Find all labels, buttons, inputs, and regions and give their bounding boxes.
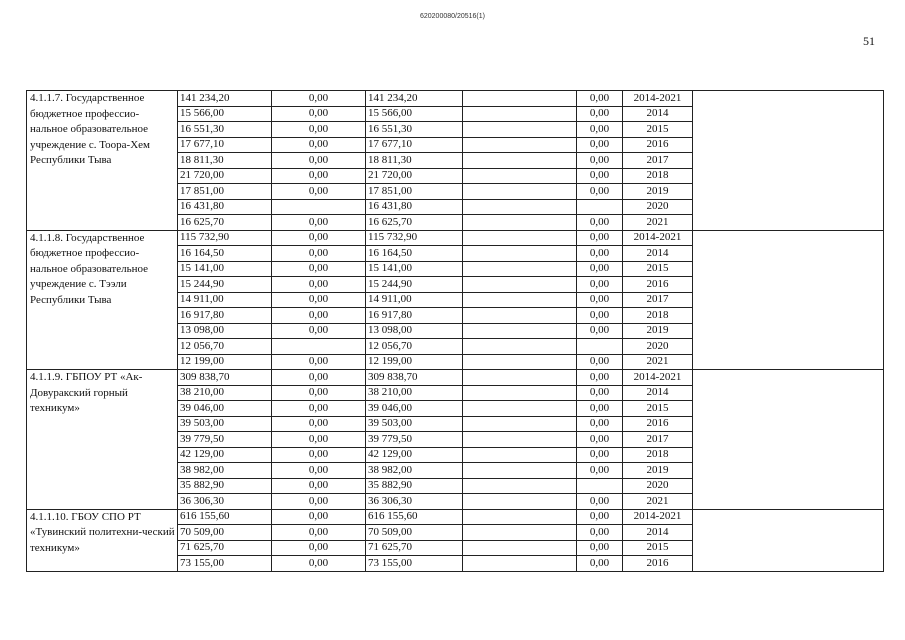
extra-budget-cell: 0,00 [577, 122, 623, 138]
total-cell: 16 431,80 [178, 199, 272, 215]
year-cell: 2015 [623, 401, 693, 417]
municipal-budget-cell [463, 478, 577, 494]
year-cell: 2015 [623, 261, 693, 277]
table-row [27, 370, 884, 386]
republic-budget-cell: 15 566,00 [366, 106, 463, 122]
year-cell: 2014-2021 [623, 509, 693, 525]
republic-budget-cell: 17 851,00 [366, 184, 463, 200]
extra-budget-cell: 0,00 [577, 509, 623, 525]
municipal-budget-cell [463, 137, 577, 153]
federal-budget-cell: 0,00 [272, 215, 366, 231]
republic-budget-cell: 70 509,00 [366, 525, 463, 541]
republic-budget-cell: 616 155,60 [366, 509, 463, 525]
extra-budget-cell: 0,00 [577, 168, 623, 184]
table-row [27, 91, 884, 107]
municipal-budget-cell [463, 540, 577, 556]
total-cell: 115 732,90 [178, 230, 272, 246]
municipal-budget-cell [463, 416, 577, 432]
municipal-budget-cell [463, 153, 577, 169]
total-cell: 616 155,60 [178, 509, 272, 525]
year-cell: 2020 [623, 478, 693, 494]
year-cell: 2014 [623, 525, 693, 541]
extra-budget-cell: 0,00 [577, 292, 623, 308]
program-item-name: 4.1.1.8. Государственное бюджетное профессио-нальное образовательное учреждение с. Тээли Республики Тыва [27, 230, 178, 370]
total-cell: 39 503,00 [178, 416, 272, 432]
total-cell: 15 141,00 [178, 261, 272, 277]
total-cell: 16 625,70 [178, 215, 272, 231]
municipal-budget-cell [463, 432, 577, 448]
year-cell: 2014 [623, 106, 693, 122]
year-cell: 2015 [623, 540, 693, 556]
federal-budget-cell: 0,00 [272, 277, 366, 293]
federal-budget-cell: 0,00 [272, 354, 366, 370]
year-cell: 2014-2021 [623, 230, 693, 246]
year-cell: 2014-2021 [623, 370, 693, 386]
year-cell: 2017 [623, 432, 693, 448]
extra-budget-cell: 0,00 [577, 354, 623, 370]
republic-budget-cell: 36 306,30 [366, 494, 463, 510]
budget-table [26, 90, 884, 572]
table-row [27, 509, 884, 525]
extra-budget-cell: 0,00 [577, 556, 623, 572]
municipal-budget-cell [463, 339, 577, 355]
year-cell: 2019 [623, 184, 693, 200]
year-cell: 2014-2021 [623, 91, 693, 107]
republic-budget-cell: 42 129,00 [366, 447, 463, 463]
municipal-budget-cell [463, 122, 577, 138]
republic-budget-cell: 38 982,00 [366, 463, 463, 479]
municipal-budget-cell [463, 91, 577, 107]
result-cell [693, 370, 884, 510]
result-cell [693, 509, 884, 571]
total-cell: 13 098,00 [178, 323, 272, 339]
republic-budget-cell: 15 244,90 [366, 277, 463, 293]
republic-budget-cell: 12 199,00 [366, 354, 463, 370]
total-cell: 16 164,50 [178, 246, 272, 262]
extra-budget-cell: 0,00 [577, 416, 623, 432]
total-cell: 71 625,70 [178, 540, 272, 556]
municipal-budget-cell [463, 354, 577, 370]
republic-budget-cell: 16 164,50 [366, 246, 463, 262]
year-cell: 2018 [623, 168, 693, 184]
table-row [27, 230, 884, 246]
program-item-name: 4.1.1.9. ГБПОУ РТ «Ак-Довуракский горный техникум» [27, 370, 178, 510]
extra-budget-cell: 0,00 [577, 230, 623, 246]
republic-budget-cell: 38 210,00 [366, 385, 463, 401]
republic-budget-cell: 12 056,70 [366, 339, 463, 355]
year-cell: 2016 [623, 556, 693, 572]
republic-budget-cell: 115 732,90 [366, 230, 463, 246]
extra-budget-cell: 0,00 [577, 153, 623, 169]
federal-budget-cell: 0,00 [272, 137, 366, 153]
municipal-budget-cell [463, 277, 577, 293]
extra-budget-cell: 0,00 [577, 432, 623, 448]
extra-budget-cell: 0,00 [577, 401, 623, 417]
extra-budget-cell: 0,00 [577, 385, 623, 401]
year-cell: 2016 [623, 137, 693, 153]
year-cell: 2017 [623, 292, 693, 308]
total-cell: 17 851,00 [178, 184, 272, 200]
total-cell: 18 811,30 [178, 153, 272, 169]
federal-budget-cell: 0,00 [272, 292, 366, 308]
republic-budget-cell: 16 551,30 [366, 122, 463, 138]
total-cell: 12 056,70 [178, 339, 272, 355]
federal-budget-cell: 0,00 [272, 509, 366, 525]
year-cell: 2014 [623, 246, 693, 262]
total-cell: 35 882,90 [178, 478, 272, 494]
total-cell: 21 720,00 [178, 168, 272, 184]
document-id: 620200080/20516(1) [419, 13, 485, 20]
total-cell: 38 210,00 [178, 385, 272, 401]
municipal-budget-cell [463, 230, 577, 246]
republic-budget-cell: 16 917,80 [366, 308, 463, 324]
federal-budget-cell: 0,00 [272, 106, 366, 122]
republic-budget-cell: 39 503,00 [366, 416, 463, 432]
page-number: 51 [863, 34, 875, 48]
republic-budget-cell: 141 234,20 [366, 91, 463, 107]
year-cell: 2021 [623, 494, 693, 510]
federal-budget-cell: 0,00 [272, 308, 366, 324]
republic-budget-cell: 15 141,00 [366, 261, 463, 277]
federal-budget-cell: 0,00 [272, 91, 366, 107]
republic-budget-cell: 71 625,70 [366, 540, 463, 556]
year-cell: 2019 [623, 463, 693, 479]
year-cell: 2018 [623, 447, 693, 463]
total-cell: 15 566,00 [178, 106, 272, 122]
municipal-budget-cell [463, 323, 577, 339]
result-cell [693, 91, 884, 231]
municipal-budget-cell [463, 556, 577, 572]
total-cell: 42 129,00 [178, 447, 272, 463]
municipal-budget-cell [463, 370, 577, 386]
republic-budget-cell: 16 625,70 [366, 215, 463, 231]
extra-budget-cell [577, 339, 623, 355]
extra-budget-cell: 0,00 [577, 447, 623, 463]
total-cell: 16 551,30 [178, 122, 272, 138]
total-cell: 17 677,10 [178, 137, 272, 153]
federal-budget-cell: 0,00 [272, 540, 366, 556]
municipal-budget-cell [463, 401, 577, 417]
extra-budget-cell: 0,00 [577, 494, 623, 510]
extra-budget-cell: 0,00 [577, 137, 623, 153]
federal-budget-cell: 0,00 [272, 261, 366, 277]
total-cell: 141 234,20 [178, 91, 272, 107]
result-cell [693, 230, 884, 370]
extra-budget-cell: 0,00 [577, 184, 623, 200]
total-cell: 70 509,00 [178, 525, 272, 541]
municipal-budget-cell [463, 215, 577, 231]
municipal-budget-cell [463, 184, 577, 200]
municipal-budget-cell [463, 385, 577, 401]
federal-budget-cell: 0,00 [272, 401, 366, 417]
republic-budget-cell: 39 779,50 [366, 432, 463, 448]
federal-budget-cell: 0,00 [272, 323, 366, 339]
municipal-budget-cell [463, 308, 577, 324]
total-cell: 16 917,80 [178, 308, 272, 324]
federal-budget-cell: 0,00 [272, 153, 366, 169]
year-cell: 2014 [623, 385, 693, 401]
extra-budget-cell: 0,00 [577, 463, 623, 479]
republic-budget-cell: 35 882,90 [366, 478, 463, 494]
extra-budget-cell: 0,00 [577, 106, 623, 122]
federal-budget-cell: 0,00 [272, 478, 366, 494]
municipal-budget-cell [463, 494, 577, 510]
federal-budget-cell: 0,00 [272, 463, 366, 479]
extra-budget-cell [577, 199, 623, 215]
republic-budget-cell: 16 431,80 [366, 199, 463, 215]
republic-budget-cell: 309 838,70 [366, 370, 463, 386]
extra-budget-cell: 0,00 [577, 540, 623, 556]
federal-budget-cell: 0,00 [272, 416, 366, 432]
federal-budget-cell [272, 199, 366, 215]
federal-budget-cell: 0,00 [272, 447, 366, 463]
year-cell: 2021 [623, 215, 693, 231]
extra-budget-cell: 0,00 [577, 525, 623, 541]
federal-budget-cell: 0,00 [272, 556, 366, 572]
municipal-budget-cell [463, 509, 577, 525]
federal-budget-cell: 0,00 [272, 246, 366, 262]
federal-budget-cell: 0,00 [272, 122, 366, 138]
municipal-budget-cell [463, 463, 577, 479]
year-cell: 2019 [623, 323, 693, 339]
municipal-budget-cell [463, 525, 577, 541]
republic-budget-cell: 39 046,00 [366, 401, 463, 417]
year-cell: 2017 [623, 153, 693, 169]
program-item-name: 4.1.1.10. ГБОУ СПО РТ «Тувинский политехни-ческий техникум» [27, 509, 178, 571]
year-cell: 2016 [623, 277, 693, 293]
republic-budget-cell: 73 155,00 [366, 556, 463, 572]
federal-budget-cell: 0,00 [272, 432, 366, 448]
municipal-budget-cell [463, 261, 577, 277]
federal-budget-cell: 0,00 [272, 494, 366, 510]
federal-budget-cell: 0,00 [272, 184, 366, 200]
extra-budget-cell: 0,00 [577, 261, 623, 277]
year-cell: 2020 [623, 339, 693, 355]
republic-budget-cell: 13 098,00 [366, 323, 463, 339]
total-cell: 73 155,00 [178, 556, 272, 572]
municipal-budget-cell [463, 447, 577, 463]
federal-budget-cell: 0,00 [272, 525, 366, 541]
republic-budget-cell: 17 677,10 [366, 137, 463, 153]
republic-budget-cell: 14 911,00 [366, 292, 463, 308]
year-cell: 2018 [623, 308, 693, 324]
total-cell: 14 911,00 [178, 292, 272, 308]
municipal-budget-cell [463, 106, 577, 122]
extra-budget-cell: 0,00 [577, 308, 623, 324]
federal-budget-cell [272, 339, 366, 355]
extra-budget-cell: 0,00 [577, 215, 623, 231]
total-cell: 12 199,00 [178, 354, 272, 370]
municipal-budget-cell [463, 292, 577, 308]
total-cell: 309 838,70 [178, 370, 272, 386]
federal-budget-cell: 0,00 [272, 370, 366, 386]
extra-budget-cell [577, 478, 623, 494]
extra-budget-cell: 0,00 [577, 277, 623, 293]
municipal-budget-cell [463, 246, 577, 262]
republic-budget-cell: 18 811,30 [366, 153, 463, 169]
extra-budget-cell: 0,00 [577, 370, 623, 386]
republic-budget-cell: 21 720,00 [366, 168, 463, 184]
municipal-budget-cell [463, 199, 577, 215]
federal-budget-cell: 0,00 [272, 168, 366, 184]
year-cell: 2021 [623, 354, 693, 370]
federal-budget-cell: 0,00 [272, 230, 366, 246]
total-cell: 38 982,00 [178, 463, 272, 479]
total-cell: 39 779,50 [178, 432, 272, 448]
year-cell: 2020 [623, 199, 693, 215]
federal-budget-cell: 0,00 [272, 385, 366, 401]
extra-budget-cell: 0,00 [577, 246, 623, 262]
extra-budget-cell: 0,00 [577, 91, 623, 107]
municipal-budget-cell [463, 168, 577, 184]
total-cell: 36 306,30 [178, 494, 272, 510]
program-item-name: 4.1.1.7. Государственное бюджетное профессио-нальное образовательное учреждение с. Тоора-Хем Республики Тыва [27, 91, 178, 231]
total-cell: 39 046,00 [178, 401, 272, 417]
year-cell: 2016 [623, 416, 693, 432]
total-cell: 15 244,90 [178, 277, 272, 293]
year-cell: 2015 [623, 122, 693, 138]
extra-budget-cell: 0,00 [577, 323, 623, 339]
